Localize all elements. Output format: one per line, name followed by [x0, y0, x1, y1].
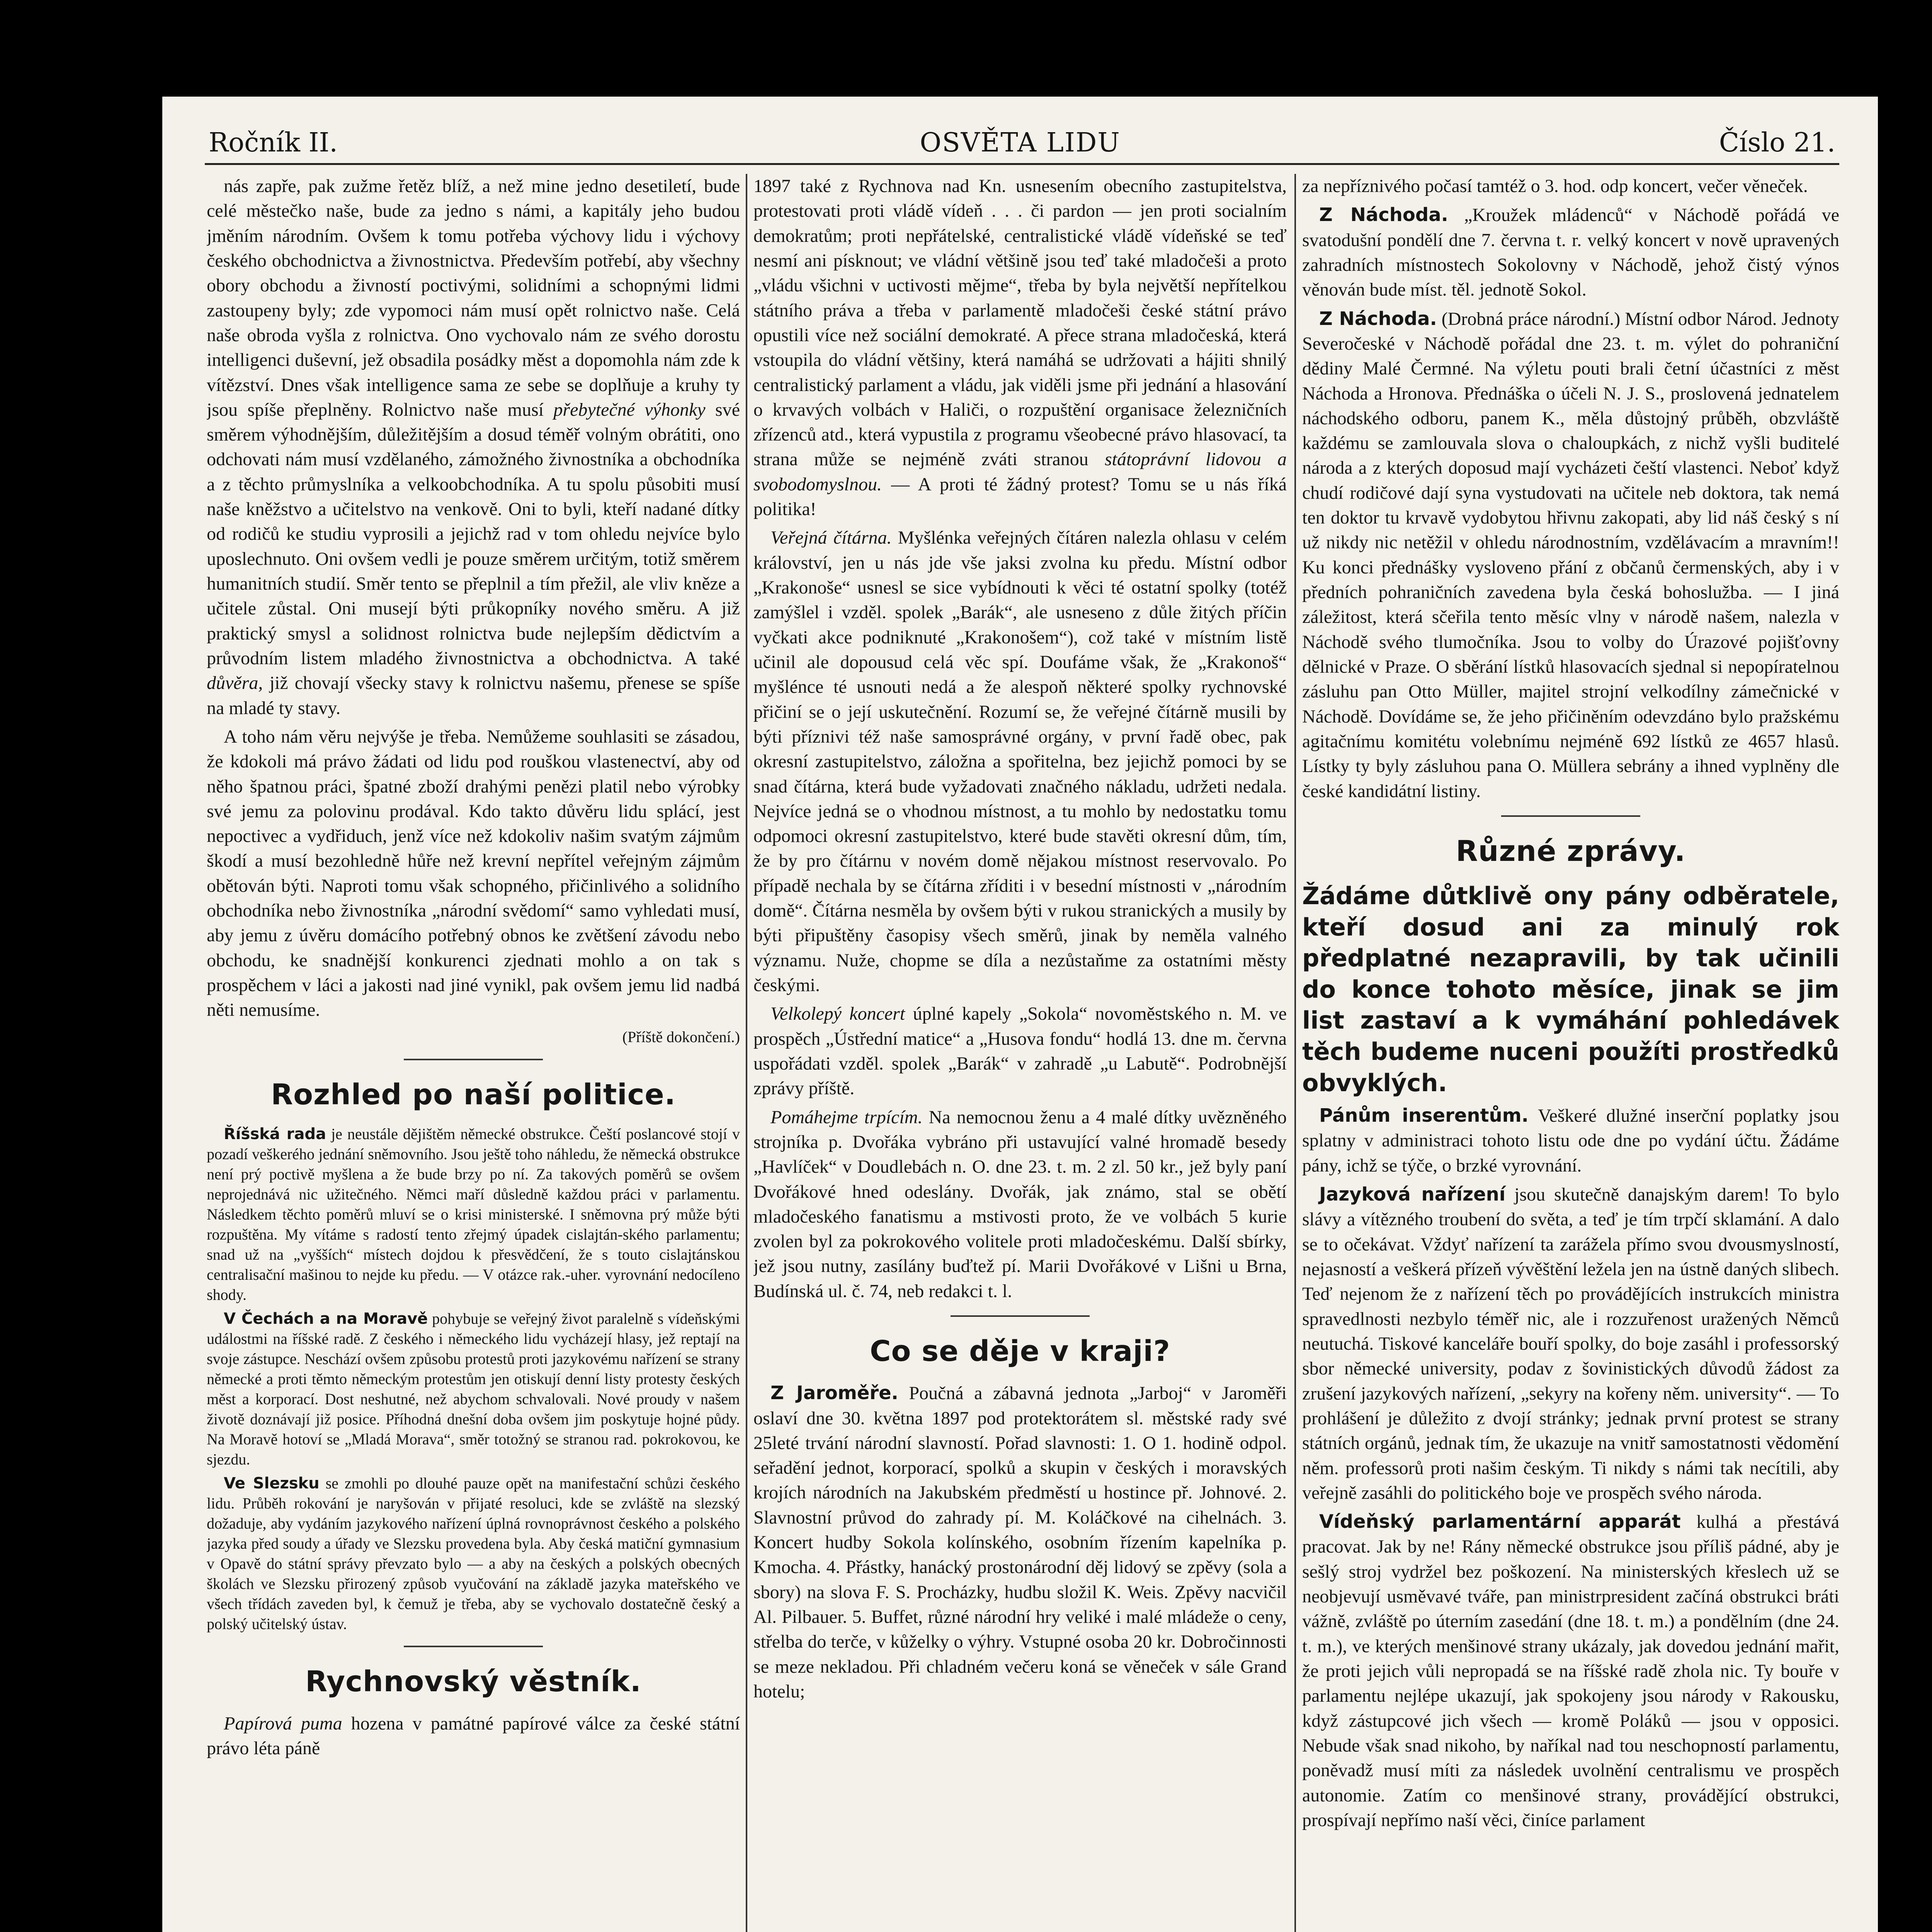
header-rule — [205, 163, 1839, 165]
article-paragraph: 1897 také z Rychnova nad Kn. usnesením obecního zastupitelstva, protestovati proti vládě vídeň . . . či pardon — jen proti socialním demokratům; proti nepřátelské, centralistické vládě vídeňské se teď nesmí ani písknout; ve vládní většině jsou teď také mladočeši a proto „vládu všichni v uctivosti mějme“, třeba by byla největší nepřítelkou státního práva a třeba v parlamentě mladočeši české státní právo opustili více než sociální demokraté. A přece strana mladočeská, která vstoupila do vládní většiny, která namáhá se udržovati a hájiti shnilý centralistický parlament a vládu, jak viděli jsme při jednání a hlasování o krvavých volbách v Haliči, o rozpuštění organisace železničních zřízenců atd., která vypustila z programu všeobecné právo hlasovací, ta strana může se nejméně zváti stranou státoprávní lidovou a svobodomyslnou. — A proti té žádný protest? Tomu se u nás říká politika! — [753, 176, 1287, 520]
column-3 — [1302, 174, 1839, 1932]
section-title-misc: Různé zprávy. — [1456, 834, 1686, 868]
masthead-title: OSVĚTA LIDU — [920, 128, 1121, 158]
subscriber-notice: Žádáme důtklivě ony pány odběratele, kteří dosud ani za minulý rok předplatné nezapravili, by tak učinili do konce tohoto měsíce, jinak se jim list zastaví a k vymáhání pohledávek těch budeme nuceni použíti prostředků obvyklých. — [1302, 881, 1839, 1097]
article-paragraph: Veřejná čítárna. Myšlénka veřejných čítáren nalezla ohlasu v celém království, jen u nás jde vše jaksi zvolna ku předu. Místní odbor „Krakonoše“ usnesl se sice vybídnouti k věci té ostatní spolky (totéž zamýšlel i vzděl. spolek „Barák“, ale usneseno z důle žitých příčin vyčkati akce podniknuté „Krakonošem“), což také v místním listě učinil ale dopousud celá věc spí. Doufáme však, že „Krakonoš“ myšlénce té usnouti nedá a že alespoň některé spolky rychnovské přičiní se o její uskutečnění. Rozumí se, že veřejné čítárně musili by býti příznivi též naše samosprávné orgány, v první řadě obec, pak okresní zastupitelstvo, záložna a spořitelna, bez jejichž pomoci by se snad čítárna, která bude vyžadovati značného nákladu, udržeti nedala. Nejvíce jedná se o vhodnou místnost, a tu mohlo by nedostatku tomu odpomoci okresní zastupitelstvo, které bude stavěti okresní dům, tím, že by pro čítárnu v novém domě nějakou místnost reservovalo. Po případě nechala by se čítárna zříditi i v besední místnosti v „národním domě“. Čítárna nesměla by ovšem býti v rukou stranických a musily by býti připuštěny časopisy všech směrů, jinak by neměla valného významu. Nuže, chopme se díla a nezůstaňme za ostatními městy českými. — [753, 527, 1287, 995]
continuation-note: (Příště dokončení.) — [622, 1028, 740, 1046]
section-title-politics: Rozhled po naší politice. — [271, 1078, 676, 1112]
section-divider — [951, 1315, 1090, 1317]
section-title-rychnov: Rychnovský věstník. — [305, 1665, 641, 1699]
column-divider-2 — [1294, 174, 1296, 1932]
article-paragraph: nás zapře, pak zužme řetěz blíž, a než mine jedno desetiletí, bude celé městečko naše, bude za jedno s námi, a kapitály jeho budou jměním národním. Ovšem k tomu potřeba výchovy lidu i výchovy českého obchodnictva a živnostnictva. Především potřebí, aby všechny obory obchodu a živností poctivými, solidními a schopnými lidmi zastoupeny byly; zde vypomoci nám musí opět rolnictvo naše. Celá naše obroda vyšla z rolnictva. Ono vychovalo nám ze svého dorostu intelligenci duševní, jež obsadila posádky měst a dopomohla nám zde k vítězství. Dnes však intelligence sama ze sebe se doplňuje a kruhy ty jsou spíše přeplněny. Rolnictvo naše musí přebytečné výhonky své směrem výhodnějším, důležitějším a dosud téměř volným obrátiti, ono odchovati nám musí vzdělaného, zámožného živnostníka a obchodníka a z těchto průmyslníka a velkoobchodníka. A tu spolu působiti musí naše kněžstvo a učitelstvo na venkově. Oni to byli, kteří nadané dítky od rodičů ke studiu vyprosili a jejichž rad v tom ohledu nejvíce bylo uposlechnuto. Oni ovšem vedli je pouze směrem určitým, totiž směrem humanitních studií. Směr tento se přeplnil a tím přežil, ale vliv kněze a učitele zůstal. Oni musejí býti průkopníky nového směru. A již praktický smysl a solidnost rolnictva bude nejlepším dědictvím a průvodním listem mladého živnostnictva a obchodnictva. A také důvěra, již chovají všecky stavy k rolnictvu našemu, přenese se spíše na mladé ty stavy. — [207, 176, 740, 718]
article-paragraph: Z Náchoda. (Drobná práce národní.) Místní odbor Národ. Jednoty Severočeské v Náchodě pořádal dne 23. t. m. výlet do pohraniční dědiny Malé Čermné. Na výletu pouti brali četní účastníci z měst Náchoda a Hronova. Přednáška o účeli N. J. S., proslovená jednatelem náchodského odboru, panem K., měla důstojný průběh, obzvláště každému se zamlouvala slova o chaloupkách, z nichž vyšli buditelé národa a z kterých doposud mají vycházeti čeští vlastenci. Neboť když chudí rodičové dají syna vystudovati na učitele neb doktora, tak nemá ten doktor tu krvavě vydobytou hřivnu zakopati, aby lid náš český s ní už nikdy nic netěžil v ohledu národnostním, vzdělávacím a mravním!! Ku konci přednášky vysloveno přání z občanů čermenských, aby i v předních pohraničních zavedena byla česká bohoslužba. — I jiná záležitost, která sčeřila tento měsíc vlny v národě našem, nalezla v Náchodě svého tlumočníka. Jsou to volby do Úrazové pojišťovny dělnické v Praze. O sběrání lístků hlasovacích sjednal si nepopíratelnou zásluhu pan Otto Müller, majitel strojní velkodílny zámečnické v Náchodě. Dovídáme se, že jeho přičiněním odevzdáno bylo pražskému agitačnímu komitétu volebnímu nejméně 692 lístků ze 4657 hlasů. Lístky ty byly zásluhou pana O. Müllera sebrány a ihned vyplněny dle české kandidátní listiny. — [1302, 308, 1839, 801]
section-divider — [404, 1059, 543, 1060]
article-paragraph: Z Jaroměře. Poučná a zábavná jednota „Jarboj“ v Jaroměři oslaví dne 30. května 1897 pod protektorátem sl. městské rady své 25leté trvání národní slavností. Pořad slavnosti: 1. O 1. hodině odpol. seřadění jednot, korporací, spolků a skupin v českých i moravských krojích národních na Jakubském předměstí u hostince př. Johnové. 2. Slavnostní průvod do zahrady pí. M. Koláčkové na cihelnách. 3. Koncert hudby Sokola kolínského, osobním řízením kapelníka p. Kmocha. 4. Přástky, hanácký prostonárodní děj lidový se zpěvy (sola a sbory) na slova F. S. Procházky, hudbu složil K. Weis. Zpěvy nacvičil Al. Pilbauer. 5. Buffet, různé národní hry veliké i malé mládeže o ceny, střelba do terče, v kůželky o výhry. Vstupné osoba 20 kr. Dobročinnosti se meze nekladou. Při chladném večeru koná se věneček v sále Grand hotelu; — [753, 1382, 1287, 1702]
column-2 — [753, 174, 1287, 1932]
column-divider-1 — [746, 174, 747, 1932]
article-paragraph: A toho nám věru nejvýše je třeba. Nemůžeme souhlasiti se zásadou, že kdokoli má právo žádati od lidu pod rouškou vlastenectví, aby od něho špatnou práci, špatné zboží drahými penězi platil nebo výrobky své jemu za polovinu prodával. Kdo takto důvěru lidu splácí, jest nepoctivec a vydřiduch, jenž více než kdokoliv našim svatým zájmům škodí a musí bezohledně hůře než krevní nepřítel veřejným zájmům obětován býti. Naproti tomu však schopného, přičinlivého a solidního obchodníka nebo živnostníka „národní svědomí“ samo vyhledati musí, aby jemu z úvěru domácího potřebný obnos ke zvětšení závodu nebo obchodu, ke snadnější konkurenci zjednati mohlo a on tak s prospěchem v láci a jakosti nad jiné vynikl, pak ovšem jemu lid nadbá něti nemusíme. — [207, 726, 740, 1020]
article-paragraph: Velkolepý koncert úplné kapely „Sokola“ novoměstského n. M. ve prospěch „Ústřední matice“ a „Husova fondu“ hodlá 13. dne m. června uspořádati vzděl. spolek „Barák“ v zahradě „u Labutě“. Podrobnější zprávy příště. — [753, 1003, 1287, 1099]
politics-paragraph: V Čechách a na Moravě pohybuje se veřejný život paralelně s vídeňskými událostmi na říšské radě. Z českého i německého lidu vycházejí hlasy, jež reptají na svoje zástupce. Neschází ovšem způsobu protestů proti jazykovému nařízení se strany německé a proti těmto německým protestům jen otiskují denní listy protesty českých měst a korporací. Dost neshutné, než abychom schvalovali. Nové proudy v našem životě doznávají již posice. Příhodná dnešní doba ovšem jim poskytuje hojné půdy. Na Moravě hotoví se „Mladá Morava“, směr totožný se stranou rad. pokrokovou, ke sjezdu. — [207, 1310, 740, 1468]
section-divider — [1501, 815, 1640, 817]
article-paragraph: Pomáhejme trpícím. Na nemocnou ženu a 4 malé dítky uvězněného strojníka p. Dvořáka vybráno při ustavující valné hromadě besedy „Havlíček“ v Doudlebách n. O. dne 23. t. m. 2 zl. 50 kr., jež byly paní Dvořákové hned odeslány. Dvořák, jak známo, stal se obětí mladočeského fanatismu a mstivosti proto, že ve volbách 5 kurie zvolen byl za pokrokového volitele proti mladočeskému. Další sbírky, jež jsou nutny, zasílány buďtež pí. Marii Dvořákové v Lišni u Brna, Budínská ul. č. 74, neb redakci t. l. — [753, 1107, 1287, 1301]
volume-label: Ročník II. — [209, 128, 338, 158]
article-paragraph: Pánům inserentům. Veškeré dlužné inserční poplatky jsou splatny v administraci tohoto listu ode dne po vydání účtu. Žádáme pány, ichž se týče, o brzké vyrovnání. — [1302, 1105, 1839, 1176]
article-paragraph: Z Náchoda. „Kroužek mládenců“ v Náchodě pořádá ve svatodušní pondělí dne 7. června t. r. velký koncert v nově upravených zahradních místnostech Sokolovny v Náchodě, jehož čistý výnos věnován bude míst. těl. jednotě Sokol. — [1302, 204, 1839, 300]
politics-paragraph: Říšská rada je neustále dějištěm německé obstrukce. Čeští poslancové stojí v pozadí veškerého jednání sněmovního. Jsou ještě toho náhledu, že německá obstrukce není prý poctivě myšlena a že bude brzy po ní. Za takových poměrů se ovšem neprojednává nic užitečného. Němci maří důsledně každou práci v parlamentu. Následkem těchto poměrů mluví se o krisi ministerské. I sněmovna prý může býti rozpuštěna. My vítáme s radostí tento zřejmý úpadek cislajtán-ského parlamentu; snad už na „vyšších“ místech dojdou k přesvědčení, že s touto cislajtánskou centralisační mašinou to nejde ku předu. — V otázce rak.-uher. vyrovnání nedocíleno shody. — [207, 1125, 740, 1304]
column-1 — [207, 174, 740, 1932]
politics-paragraph: Ve Slezsku se zmohli po dlouhé pauze opět na manifestační schůzi českého lidu. Průběh rokování je naryšován v přijaté resoluci, kde se zvláště na slezský dožaduje, aby vydáním jazykového nařízení úplná rovnoprávnost českého a polského jazyka před soudy a úřady ve Slezsku provedena byla. Aby česká matiční gymnasium v Opavě do státní správy převzato bylo — a aby na českých a polských obecných školách ve Slezsku přirozený způsob vyučování na základě jazyka mateřského ve všech třídách zaveden byl, k čemuž je třeba, aby se vychovalo dostatečně český a polský učitelský ústav. — [207, 1475, 740, 1633]
issue-number: Číslo 21. — [1719, 128, 1835, 158]
newspaper-page — [162, 97, 1878, 1932]
section-divider — [404, 1646, 543, 1647]
article-paragraph: Papírová puma hozena v památné papírové válce za české státní právo léta páně — [207, 1713, 740, 1759]
article-paragraph: Vídeňský parlamentární apparát kulhá a přestává pracovat. Jak by ne! Rány německé obstrukce jsou příliš pádné, aby je sešlý stroj vydržel bez poškození. Na ministerských křeslech už se neobjevují usměvavé tváře, pan ministrpresident začíná obstrukci bráti vážně, zvláště po úterním zasedání (dne 18. t. m.) a pondělním (dne 24. t. m.), ve kterých menšinové strany ukázaly, jak dovedou jednání mařit, že proti jejich vůli nepropadá se na říšské radě zhola nic. Ty bouře v parlamentu nejlépe ukazují, jak spokojeny jsou národy v Rakousku, když zástupcové jich všech — kromě Poláků — jsou v opposici. Nebude však snad nikoho, by naříkal nad tou neschopností parlamentu, poněvadž musí míti za následek uvolnění centralismu ve prospěch autonomie. Zatím co menšinové strany, provádějící obstrukci, prospívají nepřímo naší věci, činíce parlament — [1302, 1511, 1839, 1830]
article-paragraph: Jazyková nařízení jsou skutečně danajským darem! To bylo slávy a vítězného troubení do světa, a teď je tím trpčí sklamání. A dalo se to očekávat. Vždyť nařízení ta zarážela přímo svou dvousmyslností, nejasností a veškerá přízeň vývěštění ležela jen na ústně daných slibech. Teď nejenom že z nařízení těch po provádějících instrukcích ministra spravedlnosti nezbylo téměř nic, ale i rozzuřenost uražených Němců neutuchá. Tiskové kanceláře bouří spolky, do boje zasáhl i professorský sbor německé university, podav z šovinistických důvodů žádost za zrušení jazykových nařízení, „sekyry na kořeny něm. university“. — To prohlášení je důležito z dvojí stránky; jednak první protest se strany státních orgánů, jednak tím, že ukazuje na vnitř samostatnosti vědomění něm. professorů proti našim českým. Ti nikdy s námi tak necítili, aby veřejně zasáhli do politického boje ve prospěch svého národa. — [1302, 1184, 1839, 1503]
article-paragraph: za nepříznivého počasí tamtéž o 3. hod. odp koncert, večer věneček. — [1302, 176, 1808, 196]
section-title-region: Co se děje v kraji? — [870, 1335, 1170, 1368]
